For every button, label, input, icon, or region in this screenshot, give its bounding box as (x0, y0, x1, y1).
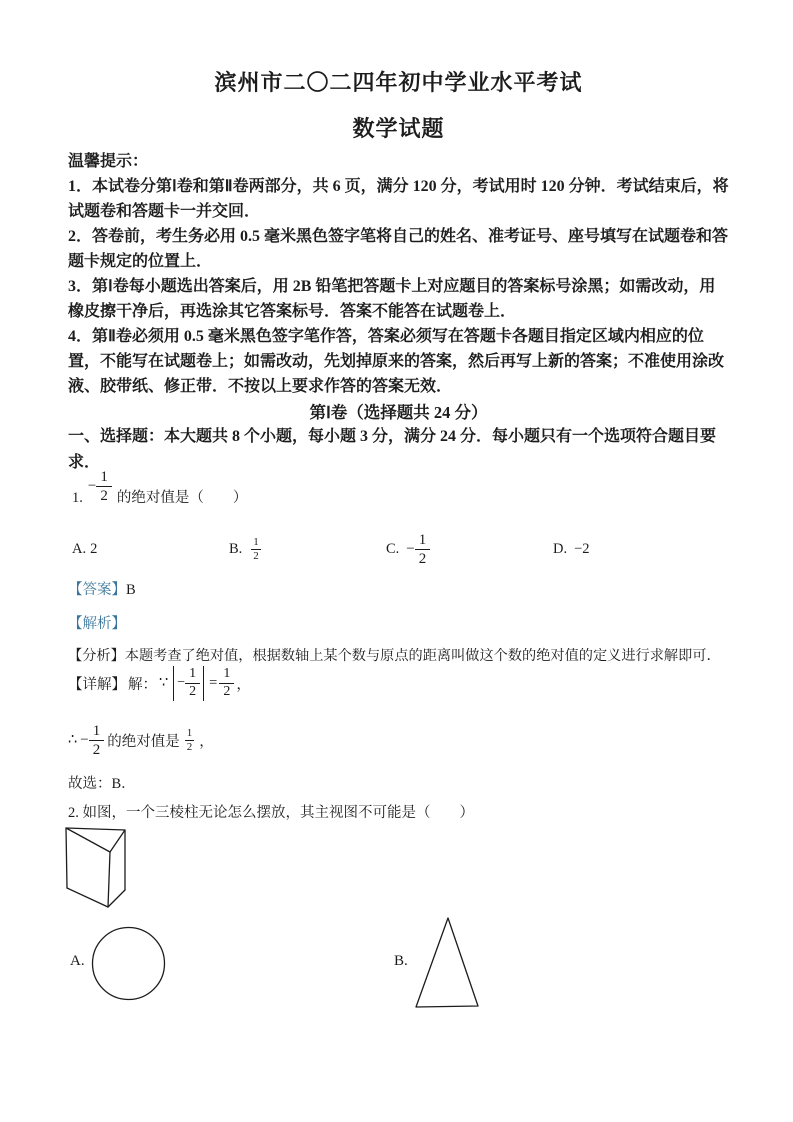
fraction-denominator: 2 (189, 683, 197, 699)
fraction-numerator: 1 (251, 536, 261, 550)
option-b-fraction (249, 536, 263, 563)
conclusion-fraction (80, 722, 104, 759)
fraction-denominator: 2 (253, 550, 259, 562)
absolute-value-expression (173, 666, 204, 701)
question-1-options (68, 531, 729, 568)
detail-line (68, 666, 729, 701)
circle-figure (91, 926, 166, 1001)
notice-item-3: 3．第Ⅰ卷每小题选出答案后，用 2B 铅笔把答题卡上对应题目的答案标号涂黑；如需改动，用橡皮擦干净后，再选涂其它答案标号．答案不能答在试题卷上． (68, 278, 716, 320)
option-a-label: A. (72, 541, 87, 557)
fenxi-line (68, 645, 729, 665)
option-d-value: −2 (574, 541, 590, 557)
q2-option-b-label: B. (394, 953, 408, 969)
question-1-fraction (88, 468, 112, 505)
option-b (229, 536, 386, 563)
q2-option-a-label: A. (70, 953, 85, 969)
detail-tag: 【详解】 (68, 676, 126, 693)
result-fraction (219, 666, 234, 701)
fenxi-text: 本题考查了绝对值，根据数轴上某个数与原点的距离叫做这个数的绝对值的定义进行求解即可． (124, 648, 721, 664)
fraction-numerator: 1 (219, 666, 234, 684)
comma: ， (199, 734, 214, 750)
minus-sign: − (87, 478, 97, 494)
answer-value: B (126, 582, 136, 598)
fraction-denominator: 2 (100, 488, 108, 504)
minus-sign: − (406, 541, 415, 557)
fraction-denominator: 2 (92, 742, 101, 758)
answer-tag: 【答案】 (68, 582, 126, 598)
option-c-label: C. (386, 541, 400, 557)
triangle-figure (414, 916, 480, 1009)
fraction-numerator: 1 (185, 727, 195, 741)
fraction-denominator: 2 (418, 551, 427, 567)
exam-title: 滨州市二〇二四年初中学业水平考试 (214, 70, 583, 95)
conclusion-text: 的绝对值是 (107, 734, 180, 750)
question-2-stem: 2. 如图，一个三棱柱无论怎么摆放，其主视图不可能是（ ） (68, 805, 474, 821)
notice-item-1: 1．本试卷分第Ⅰ卷和第Ⅱ卷两部分，共 6 页，满分 120 分，考试用时 120 分钟．考试结束后，将试题卷和答题卡一并交回． (68, 178, 729, 220)
notice-item-2: 2．答卷前，考生务必用 0.5 毫米黑色签字笔将自己的姓名、准考证号、座号填写在试题卷和答题卡规定的位置上． (68, 228, 729, 270)
exam-subtitle: 数学试题 (352, 116, 445, 141)
notice-item-4: 4．第Ⅱ卷必须用 0.5 毫米黑色签字笔作答，答案必须写在答题卡各题目指定区域内相应的位置，不能写在试题卷上；如需改动，先划掉原来的答案，然后再写上新的答案；不准使用涂改液、胶带纸、修正带．不按以上要求作答的答案无效． (68, 328, 725, 395)
notice-heading: 温馨提示： (68, 153, 149, 170)
detail-lead: 解： (128, 676, 157, 693)
option-d-label: D. (553, 541, 568, 557)
conclusion-line (68, 722, 729, 759)
fraction-denominator: 2 (186, 741, 193, 753)
equals-sign: = (209, 674, 218, 691)
jiexi-line (68, 612, 729, 633)
question-1-number: 1. (72, 490, 83, 506)
minus-sign: − (177, 675, 186, 691)
fraction-numerator: 1 (89, 722, 105, 741)
choose-line: 故选：B． (68, 776, 136, 792)
section-1-header: 第Ⅰ卷（选择题共 24 分） (309, 403, 488, 422)
minus-sign: − (80, 732, 89, 748)
because-symbol: ∵ (159, 674, 169, 691)
option-c-fraction (406, 531, 430, 568)
question-1-stem (68, 468, 729, 507)
option-a (68, 541, 229, 558)
option-c (386, 531, 553, 568)
fenxi-tag: 【分析】 (68, 648, 125, 664)
answer-line (68, 578, 729, 599)
triangular-prism-figure (62, 824, 134, 916)
option-b-label: B. (229, 541, 243, 557)
therefore-symbol: ∴ (68, 732, 78, 748)
fraction-numerator: 1 (415, 531, 431, 550)
abs-fraction (177, 666, 200, 701)
notice-section (68, 149, 729, 399)
option-a-value: 2 (90, 541, 98, 557)
fraction-numerator: 1 (96, 468, 112, 487)
fraction-numerator: 1 (185, 666, 200, 684)
section-1-intro: 一、选择题：本大题共 8 个小题，每小题 3 分，满分 24 分．每小题只有一个选项符合题目要求． (68, 428, 717, 471)
jiexi-tag: 【解析】 (68, 616, 126, 632)
comma: ， (236, 676, 251, 693)
conclusion-result-fraction (183, 727, 197, 754)
option-d (553, 541, 729, 558)
fraction-denominator: 2 (223, 683, 231, 699)
question-1-text: 的绝对值是（ ） (116, 490, 248, 506)
